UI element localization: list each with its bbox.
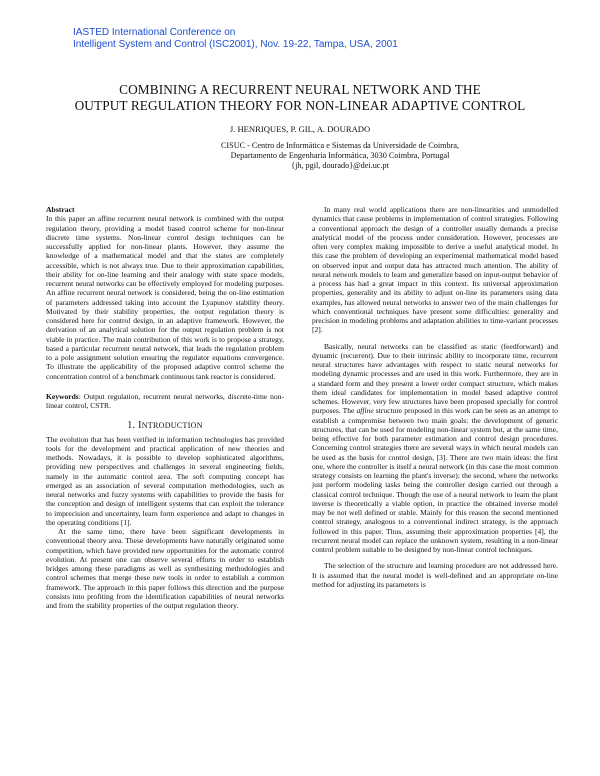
abstract-heading: Abstract — [46, 205, 75, 214]
section-number: 1. — [127, 420, 139, 432]
right-paragraph-2a: Basically, neural networks can be classified as static (feedforward) and dynamic (recurrent). Due to their intrinsic ability to incorporate time, recurrent neural structures have advantages with respect to static neural networks for modeling dynamic processes and are used in this work. Furthermore, they are in a standard form and they present a lower order compact structure, which makes them ideal candidates for implementation in model based adaptive control schemes. However, very few structures have been proposed specially for control purposes. The — [312, 341, 558, 416]
section-first-letter: I — [138, 420, 142, 432]
right-paragraph-1: In many real world applications there are non-linearities and unmodelled dynamics that cause problems in implementation of control strategies. Following a conventional approach the design of a controller usually demands a precise analytical model of the process under consideration. However, processes are often very complex making impossible to derive a useful analytical model. In this case the problem of developing an experimental mathematical model based on observed input and output data has attracted much attention. The ability of neural network models to learn and generalize based on input-output behavior of a process has had a great impact in this context. Its universal approximation properties, generality and its ability to adjust on-line its parameters using data examples, has allowed neural networks to answer two of the main challenges for which conventional techniques have present some difficulties: generality and precision in modeling problems and adaptation abilities to time-variant processes [2]. — [312, 205, 558, 335]
section-title-rest: NTRODUCTION — [141, 421, 203, 431]
title-line-2: OUTPUT REGULATION THEORY FOR NON-LINEAR ADAPTIVE CONTROL — [74, 98, 526, 113]
affiliation-email: {jh, pgil, dourado}@dei.uc.pt — [291, 161, 389, 170]
intro-paragraph-2: At the same time, there have been significant developments in conventional theory area. These developments have naturally originated some competition, which have provided new opportunities for the automatic control evolution. At present one can observe several efforts in order to establish bridges among these paradigms as well as synthesizing methodologies and control schemes that merge these new tools in order to establish a common framework. The approach in this paper follows this direction and the purpose consists into profiting from the identification capabilities of neural networks and from the stability properties of the output regulation theory. — [46, 527, 284, 610]
intro-paragraph-1: The evolution that has been verified in information technologies has provided tools for the development and practical application of new theories and methods. Nowadays, it is possible to develop sophisticated algorithms, providing new perspectives and challenges in several engineering fields, namely in the automatic control area. The soft computing concept has emerged as an association of several computation methodologies, such as neural networks and fuzzy systems with capabilities to provide the basis for the conception and design of intelligent systems that can exploit the tolerance to imprecision and uncertainty, learn form experience and adapt to changes in the operating conditions [1]. — [46, 434, 284, 527]
conference-line-2: Intelligent System and Control (ISC2001), Nov. 19-22, Tampa, USA, 2001 — [73, 39, 398, 50]
authors: J. HENRIQUES, P. GIL, A. DOURADO — [229, 124, 371, 134]
affiliation-line-1: CISUC - Centro de Informática e Sistemas da Universidade de Coimbra, — [220, 141, 460, 150]
affiliation — [170, 141, 510, 171]
affine-italic: affine — [356, 406, 374, 416]
section-heading-introduction — [46, 421, 284, 430]
paper-title — [60, 82, 540, 114]
left-column — [46, 205, 284, 610]
affiliation-line-2: Departamento de Engenharia Informática, 3030 Coimbra, Portugal — [230, 151, 450, 160]
conference-header — [73, 27, 398, 51]
conference-line-1: IASTED International Conference on — [73, 27, 236, 38]
right-paragraph-2b: structure proposed in this work can be seen as an attempt to establish a compromise between two main goals: the development of generic structures, that can be used for modeling non-linear system but, at the same time, being effective for both parameter estimation and control design procedures. Concerning control strategies there are several ways in which neural models can be used as the basis for control design, [3]. There are two main ideas: the first one, where the controller is itself a neural network (in this case the most common strategy consists on learning the plant's inverse); the second, where the networks just perform modeling tasks being the controller design carried out through a classical control technique. Though the use of a neural network to learn the plant inverse is theoretically a viable option, in practice the obtained inverse model may be not well defined or stable. Mainly for this reason the second mentioned control strategy, analogous to a conventional indirect strategy, is the approach followed in this paper. Thus, assuming their approximation properties [4], the recurrent neural model can replace the unknown system, resulting in a non-linear control problem suitable to be designed by non-linear control techniques. — [312, 406, 558, 554]
keywords-text: : Output regulation, recurrent neural networks, discrete-time non-linear control, CSTR. — [46, 391, 284, 410]
keywords — [46, 392, 284, 411]
keywords-label: Keywords — [46, 391, 79, 401]
right-paragraph-2 — [312, 342, 558, 555]
right-column — [312, 205, 558, 589]
title-line-1: COMBINING A RECURRENT NEURAL NETWORK AND THE — [119, 82, 481, 97]
abstract-text: In this paper an affine recurrent neural network is combined with the output regulation theory, providing a model based control scheme for non-linear discrete time systems. Non-linear control design techniques can be successfully applied for non-linear plants. However, they assume the knowledge of a mathematical model and that the states are completely accessible, which is not always true. Due to their approximation capabilities, their ability for on-line learning and their analogy with state space models, recurrent neural networks can be effectively employed for modeling purposes. An affine recurrent neural network is considered, being the on-line estimation of parameters addressed taking into account the Lyapunov stability theory. Motivated by their stability properties, the output regulation theory is considered here for control design, in an adaptive framework. However, the derivation of an analytical solution for the output regulation problem is not viable in practice. The main contribution of this work is to propose a strategy, based a particular recurrent neural network, that leads the regulation problem to a pole assignment solution ensuring the regulator equations convergence. To illustrate the applicability of the proposed adaptive control scheme the concentration control of a benchmark continuous tank reactor is considered. — [46, 214, 284, 381]
right-paragraph-3: The selection of the structure and learning procedure are not addressed here. It is assumed that the neural model is well-defined and an appropriate on-line method for adjusting its parameters is — [312, 561, 558, 589]
